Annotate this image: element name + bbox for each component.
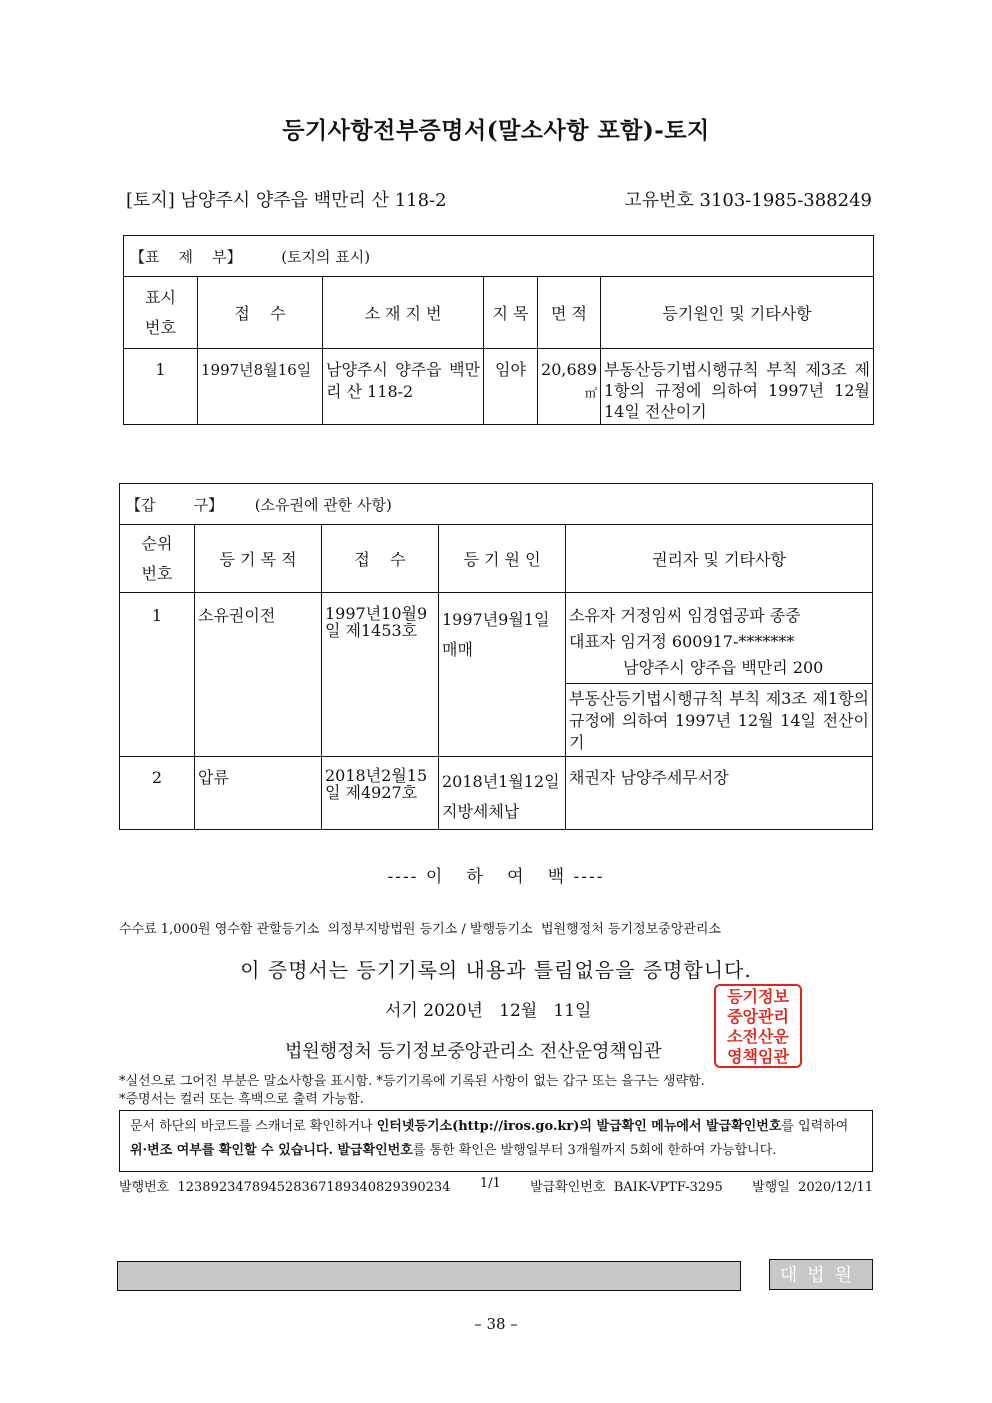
col-header-rank: 순위 번호 — [120, 525, 195, 593]
row1-purpose: 소유권이전 — [195, 593, 322, 757]
document-title: 등기사항전부증명서(말소사항 포함)-토지 — [282, 117, 710, 144]
row2-cause: 지방세체납 — [442, 802, 520, 821]
row1-holder-owner: 소유자 거정임씨 임경엽공파 종중 — [569, 606, 801, 625]
seal-line-1: 등기정보 — [727, 987, 789, 1006]
row1-cause-date: 1997년9월1일 — [442, 610, 550, 629]
row-area-unit: ㎡ — [584, 386, 597, 400]
supreme-court-label: 대법원 — [769, 1259, 873, 1290]
seal-line-2: 중앙관리 — [727, 1007, 789, 1026]
row1-holder-cell — [566, 593, 873, 684]
issue-page: 1/1 — [479, 1176, 501, 1191]
end-of-record: ---- 이 하 여 백 ---- — [387, 867, 605, 887]
issue-date: 서기 2020년 12월 11일 — [385, 1001, 592, 1021]
row-address: 남양주시 양주읍 백만리 산 118-2 — [323, 349, 484, 425]
issue-number: 발행번호 123892347894528367189340829390234 — [119, 1180, 451, 1195]
certification-statement: 이 증명서는 등기기록의 내용과 틀림없음을 증명합니다. — [240, 958, 752, 982]
pyoje-section-header — [124, 236, 874, 277]
note-2: *증명서는 컬러 또는 흑백으로 출력 가능함. — [119, 1092, 364, 1107]
row1-cause-cell — [439, 593, 566, 757]
row1-note: 부동산등기법시행규칙 부칙 제3조 제1항의 규정에 의하여 1997년 12월 14일 전산이기 — [566, 684, 873, 757]
row-receipt: 1997년8월16일 — [198, 349, 323, 425]
issuer-name: 법원행정처 등기정보중앙관리소 전산운영책임관 — [285, 1041, 662, 1062]
page-number: – 38 – — [474, 1315, 518, 1333]
col-header-category: 지 목 — [484, 277, 538, 349]
col-header-address: 소 재 지 번 — [323, 277, 484, 349]
row1-holder-address: 남양주시 양주읍 백만리 200 — [623, 658, 824, 677]
issue-info — [119, 1176, 873, 1195]
official-seal — [714, 984, 802, 1068]
row-area: 20,689 — [541, 360, 597, 379]
col-header-cause: 등기원인 및 기타사항 — [601, 277, 874, 349]
note-1: *실선으로 그어진 부분은 말소사항을 표시함. *등기기록에 기록된 사항이 없는 갑구 또는 을구는 생략함. — [119, 1074, 705, 1089]
pyoje-section-label: 【표 제 부】 — [130, 247, 242, 266]
col-header-area: 면 적 — [538, 277, 601, 349]
row1-holder-rep: 대표자 임거정 600917-******* — [569, 632, 795, 651]
row-cause: 부동산등기법시행규칙 부칙 제3조 제1항의 규정에 의하여 1997년 12월 14일 전산이기 — [601, 349, 874, 425]
verify-bold-2: 위·변조 여부를 확인할 수 있습니다. 발급확인번호 — [130, 1143, 413, 1158]
pyoje-section-desc: (토지의 표시) — [281, 247, 371, 266]
row2-receipt: 2018년2월15일 제4927호 — [322, 757, 439, 830]
unique-number: 고유번호 3103-1985-388249 — [624, 190, 872, 211]
row2-cause-date: 2018년1월12일 — [442, 772, 560, 791]
gapgu-table — [119, 483, 873, 830]
verify-text-1: 문서 하단의 바코드를 스캐너로 확인하거나 — [130, 1119, 377, 1134]
seal-line-4: 영책임관 — [727, 1047, 789, 1066]
col-header-no: 표시 번호 — [124, 277, 198, 349]
row1-cause: 매매 — [442, 640, 473, 659]
issue-confirm-number: 발급확인번호 BAIK-VPTF-3295 — [530, 1180, 723, 1195]
pyoje-table — [123, 235, 874, 425]
gapgu-section-label: 【갑 구】 — [126, 495, 224, 514]
verify-bold-1: 인터넷등기소(http://iros.go.kr)의 발급확인 메뉴에서 발급확인번호 — [376, 1119, 782, 1134]
seal-line-3: 소전산운 — [727, 1027, 789, 1046]
gapgu-section-desc: (소유권에 관한 사항) — [254, 495, 392, 514]
col-header-purpose: 등 기 목 적 — [195, 525, 322, 593]
row1-receipt: 1997년10월9일 제1453호 — [322, 593, 439, 757]
issue-date-short: 발행일 2020/12/11 — [752, 1180, 873, 1195]
col-header-receipt: 접 수 — [198, 277, 323, 349]
row1-no: 1 — [120, 593, 195, 757]
barcode-strip — [117, 1261, 741, 1291]
land-location: [토지] 남양주시 양주읍 백만리 산 118-2 — [126, 190, 447, 211]
row2-purpose: 압류 — [195, 757, 322, 830]
col-header-holder: 권리자 및 기타사항 — [566, 525, 873, 593]
verification-box — [119, 1110, 873, 1172]
row2-holder: 채권자 남양주세무서장 — [566, 757, 873, 830]
row-no: 1 — [124, 349, 198, 425]
row2-cause-cell — [439, 757, 566, 830]
col-header-receipt: 접 수 — [322, 525, 439, 593]
verify-text-2: 를 입력하여 — [781, 1119, 849, 1134]
gapgu-section-header — [120, 484, 873, 525]
row-area-cell — [538, 349, 601, 425]
verify-text-3: 를 통한 확인은 발행일부터 3개월까지 5회에 한하여 가능합니다. — [412, 1143, 777, 1158]
row-category: 임야 — [484, 349, 538, 425]
notes — [119, 1073, 705, 1109]
fee-line: 수수료 1,000원 영수함 관할등기소 의정부지방법원 등기소 / 발행등기소 법원행정처 등기정보중앙관리소 — [119, 922, 721, 937]
row2-no: 2 — [120, 757, 195, 830]
col-header-cause: 등 기 원 인 — [439, 525, 566, 593]
